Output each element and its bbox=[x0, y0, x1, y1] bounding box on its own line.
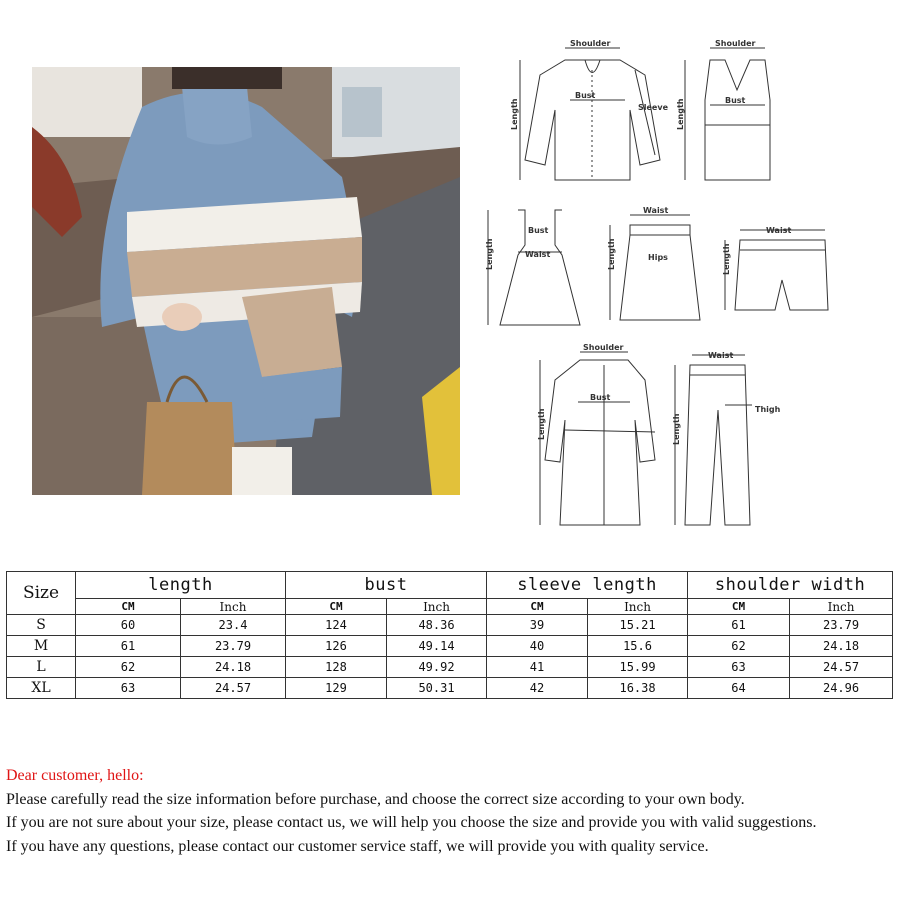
blouse-length-label: Length bbox=[510, 98, 519, 130]
table-cell: 49.92 bbox=[387, 657, 487, 678]
skirt-length-label: Length bbox=[607, 238, 616, 270]
customer-notice bbox=[6, 764, 896, 858]
table-unit-row bbox=[7, 599, 893, 615]
table-cell: 129 bbox=[286, 678, 387, 699]
vest-shoulder-label: Shoulder bbox=[715, 39, 756, 48]
table-cell: 15.6 bbox=[588, 636, 688, 657]
table-cell: 126 bbox=[286, 636, 387, 657]
unit-cm: CM bbox=[286, 599, 387, 615]
table-cell: 40 bbox=[487, 636, 588, 657]
product-photo bbox=[32, 67, 460, 495]
shorts-diagram bbox=[722, 226, 828, 310]
table-cell: 15.99 bbox=[588, 657, 688, 678]
coat-diagram bbox=[537, 343, 655, 525]
table-cell: 50.31 bbox=[387, 678, 487, 699]
dress-waist-label: Waist bbox=[525, 250, 551, 259]
table-cell: 23.79 bbox=[790, 615, 893, 636]
unit-inch: Inch bbox=[181, 599, 286, 615]
table-cell: 60 bbox=[76, 615, 181, 636]
size-label: M bbox=[7, 636, 76, 657]
size-chart-table bbox=[6, 571, 893, 699]
size-label: S bbox=[7, 615, 76, 636]
skirt-waist-label: Waist bbox=[643, 206, 669, 215]
pants-thigh-label: Thigh bbox=[755, 405, 781, 414]
table-cell: 15.21 bbox=[588, 615, 688, 636]
coat-bust-label: Bust bbox=[590, 393, 611, 402]
dress-bust-label: Bust bbox=[528, 226, 549, 235]
pants-length-label: Length bbox=[672, 413, 681, 445]
dress-diagram bbox=[485, 210, 580, 325]
table-cell: 48.36 bbox=[387, 615, 487, 636]
skirt-hips-label: Hips bbox=[648, 253, 668, 262]
table-cell: 24.57 bbox=[790, 657, 893, 678]
table-cell: 62 bbox=[688, 636, 790, 657]
notice-line: If you have any questions, please contact our customer service staff, we will provide you with quality service. bbox=[6, 837, 709, 855]
blouse-diagram bbox=[510, 39, 669, 180]
table-row bbox=[7, 657, 893, 678]
table-cell: 63 bbox=[76, 678, 181, 699]
vest-diagram bbox=[676, 39, 770, 180]
measurement-diagrams bbox=[470, 30, 890, 540]
table-cell: 61 bbox=[688, 615, 790, 636]
vest-bust-label: Bust bbox=[725, 96, 746, 105]
dress-length-label: Length bbox=[485, 238, 494, 270]
header-length: length bbox=[76, 572, 286, 599]
table-cell: 24.18 bbox=[181, 657, 286, 678]
size-header: Size bbox=[7, 572, 76, 615]
skirt-diagram bbox=[607, 206, 700, 320]
table-cell: 42 bbox=[487, 678, 588, 699]
table-cell: 24.96 bbox=[790, 678, 893, 699]
table-cell: 64 bbox=[688, 678, 790, 699]
header-bust: bust bbox=[286, 572, 487, 599]
table-cell: 23.4 bbox=[181, 615, 286, 636]
table-cell: 61 bbox=[76, 636, 181, 657]
notice-line: If you are not sure about your size, please contact us, we will help you choose the size and provide you with valid suggestions. bbox=[6, 814, 817, 831]
vest-length-label: Length bbox=[676, 98, 685, 130]
table-cell: 62 bbox=[76, 657, 181, 678]
blouse-shoulder-label: Shoulder bbox=[570, 39, 611, 48]
size-label: XL bbox=[7, 678, 76, 699]
coat-shoulder-label: Shoulder bbox=[583, 343, 624, 352]
table-cell: 128 bbox=[286, 657, 387, 678]
table-cell: 24.18 bbox=[790, 636, 893, 657]
blouse-sleeve-label: Sleeve bbox=[638, 103, 668, 112]
unit-inch: Inch bbox=[790, 599, 893, 615]
unit-cm: CM bbox=[487, 599, 588, 615]
table-row bbox=[7, 615, 893, 636]
pants-diagram bbox=[672, 351, 781, 525]
table-header-row bbox=[7, 572, 893, 599]
table-cell: 16.38 bbox=[588, 678, 688, 699]
table-row bbox=[7, 636, 893, 657]
coat-length-label: Length bbox=[537, 408, 546, 440]
table-cell: 23.79 bbox=[181, 636, 286, 657]
notice-line: Please carefully read the size information before purchase, and choose the correct size according to your own body. bbox=[6, 790, 745, 808]
shorts-length-label: Length bbox=[722, 243, 731, 275]
pants-waist-label: Waist bbox=[708, 351, 734, 360]
blouse-bust-label: Bust bbox=[575, 91, 596, 100]
shorts-waist-label: Waist bbox=[766, 226, 792, 235]
table-cell: 49.14 bbox=[387, 636, 487, 657]
table-row bbox=[7, 678, 893, 699]
table-cell: 41 bbox=[487, 657, 588, 678]
header-sleeve-length: sleeve length bbox=[487, 572, 688, 599]
unit-cm: CM bbox=[688, 599, 790, 615]
size-label: L bbox=[7, 657, 76, 678]
table-cell: 63 bbox=[688, 657, 790, 678]
unit-inch: Inch bbox=[387, 599, 487, 615]
header-shoulder-width: shoulder width bbox=[688, 572, 893, 599]
table-cell: 24.57 bbox=[181, 678, 286, 699]
unit-cm: CM bbox=[76, 599, 181, 615]
notice-greeting: Dear customer, hello: bbox=[6, 767, 144, 784]
table-cell: 39 bbox=[487, 615, 588, 636]
table-cell: 124 bbox=[286, 615, 387, 636]
unit-inch: Inch bbox=[588, 599, 688, 615]
